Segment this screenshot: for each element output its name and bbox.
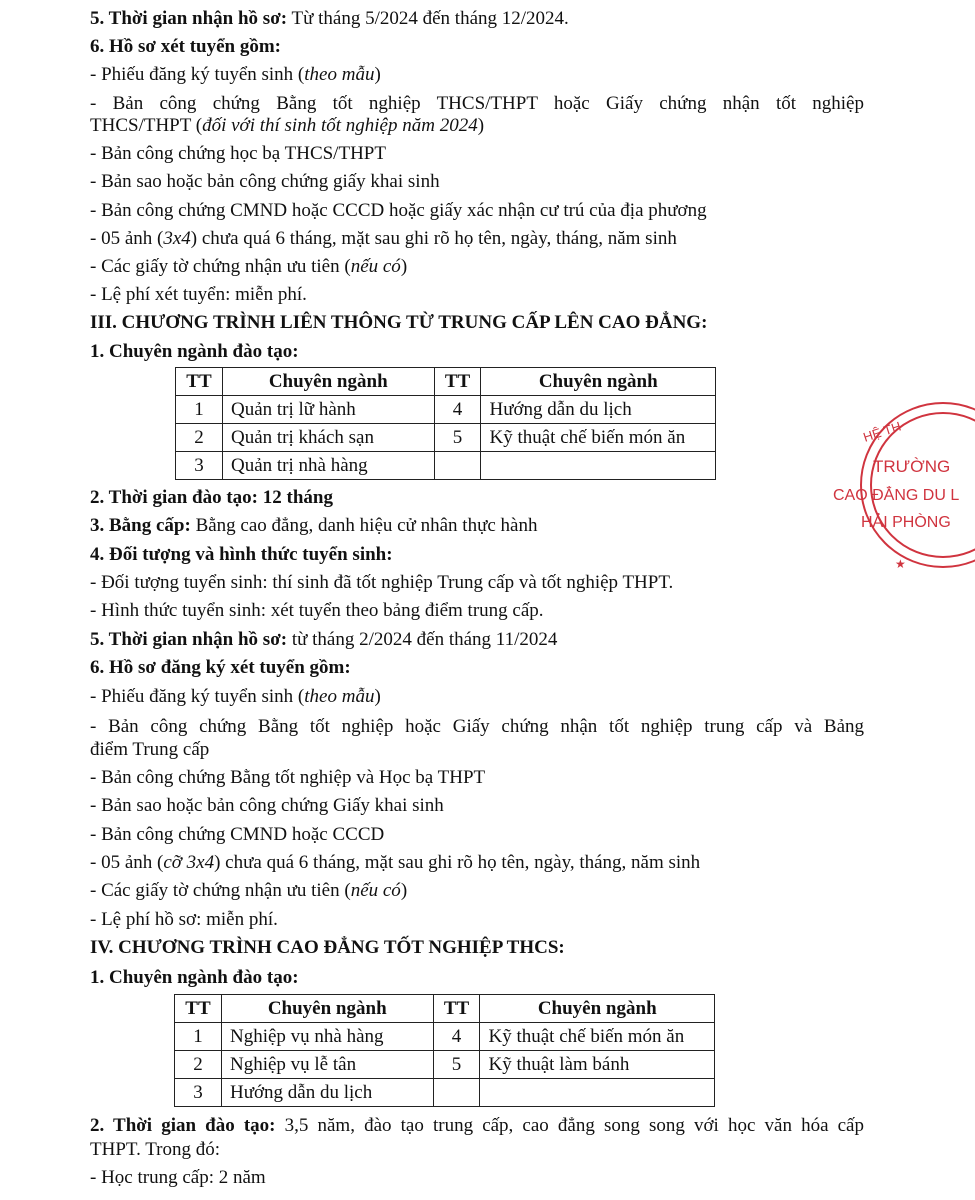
- table-row: [175, 1051, 715, 1079]
- seal-text-city: HẢI PHÒNG: [861, 514, 951, 531]
- major-table-2: [174, 994, 715, 1107]
- item-label: 5. Thời gian nhận hồ sơ:: [90, 8, 288, 29]
- table-cell: Nghiệp vụ lễ tân: [221, 1051, 433, 1079]
- table-cell: 4: [434, 396, 481, 424]
- table-cell: Quản trị nhà hàng: [222, 452, 434, 480]
- table-row: [175, 1023, 715, 1051]
- doc-line: - Học trung cấp: 2 năm: [90, 1167, 266, 1188]
- table-header-row: [176, 368, 716, 396]
- doc-line: điểm Trung cấp: [90, 739, 210, 760]
- s3-item-5: 5. Thời gian nhận hồ sơ: từ tháng 2/2024 đến tháng 11/2024: [90, 629, 558, 650]
- doc-line: - Hình thức tuyển sinh: xét tuyển theo bảng điểm trung cấp.: [90, 600, 544, 621]
- doc-line: - Bản công chứng CMND hoặc CCCD hoặc giấy xác nhận cư trú của địa phương: [90, 200, 707, 221]
- table-cell: [481, 452, 716, 480]
- doc-line: THCS/THPT (đối với thí sinh tốt nghiệp năm 2024): [90, 115, 485, 136]
- doc-line: - Bản công chứng Bằng tốt nghiệp THCS/THPT hoặc Giấy chứng nhận tốt nghiệp: [90, 93, 864, 114]
- table-header: TT: [175, 995, 222, 1023]
- seal-text-school: TRƯỜNG: [873, 457, 951, 476]
- section-heading-iv: IV. CHƯƠNG TRÌNH CAO ĐẲNG TỐT NGHIỆP THCS:: [90, 937, 565, 958]
- table-cell: 3: [176, 452, 223, 480]
- table-row: [176, 424, 716, 452]
- table-row: [176, 452, 716, 480]
- s3-item-3: 3. Bằng cấp: Bằng cao đẳng, danh hiệu cử nhân thực hành: [90, 515, 538, 536]
- table-header: TT: [434, 368, 481, 396]
- s2-item-5: 5. Thời gian nhận hồ sơ: Từ tháng 5/2024 đến tháng 12/2024.: [90, 8, 569, 29]
- doc-line: - Bản công chứng học bạ THCS/THPT: [90, 143, 386, 164]
- table-cell: [433, 1079, 480, 1107]
- s3-item-1: 1. Chuyên ngành đào tạo:: [90, 341, 299, 362]
- doc-line: - Các giấy tờ chứng nhận ưu tiên (nếu có): [90, 256, 408, 277]
- seal-text-top: HỆ TH: [861, 418, 903, 445]
- table-cell: [434, 452, 481, 480]
- doc-line: - Lệ phí xét tuyển: miễn phí.: [90, 284, 307, 305]
- table-cell: Kỹ thuật chế biến món ăn: [481, 424, 716, 452]
- table-cell: 2: [175, 1051, 222, 1079]
- doc-line: - Bản sao hoặc bản công chứng giấy khai sinh: [90, 171, 440, 192]
- table-header: Chuyên ngành: [222, 368, 434, 396]
- school-seal-stamp: [833, 400, 975, 590]
- doc-line: - Lệ phí hồ sơ: miễn phí.: [90, 909, 278, 930]
- table-header: Chuyên ngành: [221, 995, 433, 1023]
- major-table-1: [175, 367, 716, 480]
- table-cell: 4: [433, 1023, 480, 1051]
- s3-item-4: 4. Đối tượng và hình thức tuyển sinh:: [90, 544, 393, 565]
- doc-line: - Bản công chứng CMND hoặc CCCD: [90, 824, 385, 845]
- section-heading-iii: III. CHƯƠNG TRÌNH LIÊN THÔNG TỪ TRUNG CẤP LÊN CAO ĐẲNG:: [90, 312, 708, 333]
- doc-line: - Các giấy tờ chứng nhận ưu tiên (nếu có): [90, 880, 408, 901]
- table-cell: Quản trị khách sạn: [222, 424, 434, 452]
- table-cell: 3: [175, 1079, 222, 1107]
- table-header: Chuyên ngành: [480, 995, 715, 1023]
- doc-line: THPT. Trong đó:: [90, 1139, 221, 1160]
- seal-star-icon: ★: [895, 557, 906, 571]
- doc-line: - Phiếu đăng ký tuyển sinh (theo mẫu): [90, 64, 381, 85]
- doc-line: - Bản sao hoặc bản công chứng Giấy khai sinh: [90, 795, 444, 816]
- table-header: TT: [176, 368, 223, 396]
- table-cell: Kỹ thuật làm bánh: [480, 1051, 715, 1079]
- s3-item-2: 2. Thời gian đào tạo: 12 tháng: [90, 487, 333, 508]
- table-row: [175, 1079, 715, 1107]
- s3-item-6: 6. Hồ sơ đăng ký xét tuyển gồm:: [90, 657, 351, 678]
- doc-line: - Đối tượng tuyển sinh: thí sinh đã tốt nghiệp Trung cấp và tốt nghiệp THPT.: [90, 572, 674, 593]
- table-header-row: [175, 995, 715, 1023]
- doc-line: - 05 ảnh (cỡ 3x4) chưa quá 6 tháng, mặt sau ghi rõ họ tên, ngày, tháng, năm sinh: [90, 852, 701, 873]
- table-cell: Hướng dẫn du lịch: [221, 1079, 433, 1107]
- table-header: Chuyên ngành: [481, 368, 716, 396]
- table-cell: 1: [176, 396, 223, 424]
- table-cell: Hướng dẫn du lịch: [481, 396, 716, 424]
- table-row: [176, 396, 716, 424]
- table-header: TT: [433, 995, 480, 1023]
- doc-line: - Bản công chứng Bằng tốt nghiệp hoặc Giấy chứng nhận tốt nghiệp trung cấp và Bảng: [90, 716, 864, 737]
- table-cell: 1: [175, 1023, 222, 1051]
- table-cell: Kỹ thuật chế biến món ăn: [480, 1023, 715, 1051]
- table-cell: Quản trị lữ hành: [222, 396, 434, 424]
- table-cell: Nghiệp vụ nhà hàng: [221, 1023, 433, 1051]
- s4-item-2: 2. Thời gian đào tạo: 3,5 năm, đào tạo trung cấp, cao đẳng song song với học văn hóa cấp: [90, 1115, 864, 1136]
- table-cell: 5: [434, 424, 481, 452]
- table-cell: 5: [433, 1051, 480, 1079]
- doc-line: - Bản công chứng Bằng tốt nghiệp và Học bạ THPT: [90, 767, 486, 788]
- doc-line: - Phiếu đăng ký tuyển sinh (theo mẫu): [90, 686, 381, 707]
- s4-item-1: 1. Chuyên ngành đào tạo:: [90, 967, 299, 988]
- doc-line: - 05 ảnh (3x4) chưa quá 6 tháng, mặt sau ghi rõ họ tên, ngày, tháng, năm sinh: [90, 228, 677, 249]
- s2-item-6: 6. Hồ sơ xét tuyển gồm:: [90, 36, 282, 57]
- seal-text-name: CAO ĐẲNG DU L: [833, 487, 960, 504]
- table-cell: [480, 1079, 715, 1107]
- table-cell: 2: [176, 424, 223, 452]
